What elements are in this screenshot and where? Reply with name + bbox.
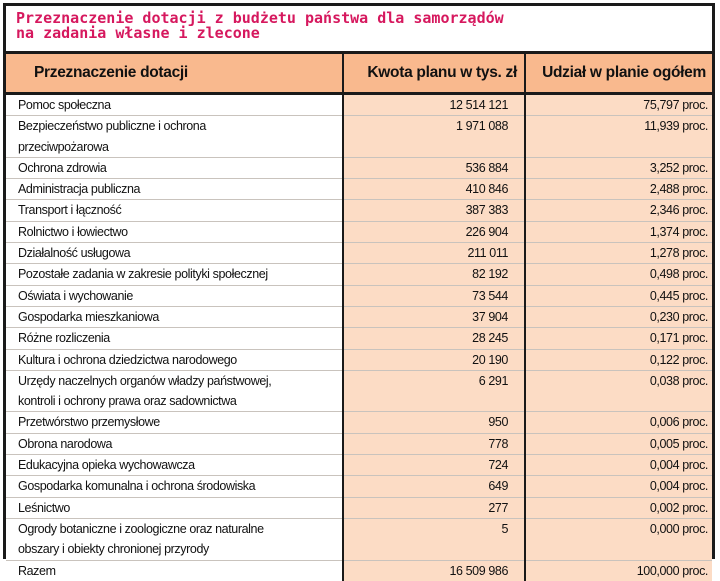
table-row <box>6 157 712 178</box>
total-label: Razem <box>6 560 343 581</box>
amount-cell: 82 192 <box>343 264 525 285</box>
amount-cell: 20 190 <box>343 349 525 370</box>
purpose-text: Ochrona zdrowia <box>18 160 107 175</box>
header-share: Udział w planie ogółem <box>525 53 712 94</box>
table-row <box>6 370 712 412</box>
purpose-text: Pomoc społeczna <box>18 98 111 112</box>
purpose-text: Kultura i ochrona dziedzictwa narodowego <box>18 352 237 367</box>
share-cell: 0,004 proc. <box>525 455 712 476</box>
table-row <box>6 221 712 242</box>
total-share: 100,000 proc. <box>525 560 712 581</box>
purpose-text-continued: kontroli i ochrony prawa oraz sadownictwa <box>18 394 237 409</box>
purpose-cell <box>6 328 343 349</box>
purpose-text: Gospodarka mieszkaniowa <box>18 309 159 324</box>
purpose-cell <box>6 243 343 264</box>
purpose-text: Działalność usługowa <box>18 246 131 261</box>
purpose-text: Leśnictwo <box>18 500 70 515</box>
table-row <box>6 306 712 327</box>
purpose-text: Różne rozliczenia <box>18 331 110 346</box>
share-cell: 1,374 proc. <box>525 221 712 242</box>
purpose-cell <box>6 455 343 476</box>
table-row <box>6 116 712 158</box>
purpose-cell <box>6 285 343 306</box>
purpose-cell <box>6 157 343 178</box>
amount-cell: 724 <box>343 455 525 476</box>
purpose-text: Administracja publiczna <box>18 182 141 197</box>
table-row <box>6 455 712 476</box>
amount-cell: 211 011 <box>343 243 525 264</box>
purpose-text: Gospodarka komunalna i ochrona środowiska <box>18 479 256 494</box>
purpose-text-continued: obszary i obiekty chronionej przyrody <box>18 542 209 557</box>
share-cell: 0,122 proc. <box>525 349 712 370</box>
amount-cell: 536 884 <box>343 157 525 178</box>
amount-cell: 226 904 <box>343 221 525 242</box>
purpose-cell <box>6 264 343 285</box>
purpose-cell <box>6 518 343 560</box>
table-row <box>6 476 712 497</box>
purpose-text: Oświata i wychowanie <box>18 288 133 303</box>
share-cell: 0,004 proc. <box>525 476 712 497</box>
amount-cell: 6 291 <box>343 370 525 412</box>
table-row <box>6 328 712 349</box>
purpose-text: Edukacyjna opieka wychowawcza <box>18 458 195 473</box>
table-row <box>6 179 712 200</box>
purpose-text: Ogrody botaniczne i zoologiczne oraz naturalne <box>18 521 264 536</box>
share-cell: 2,346 proc. <box>525 200 712 221</box>
table-row <box>6 200 712 221</box>
share-cell: 0,000 proc. <box>525 518 712 560</box>
share-cell: 11,939 proc. <box>525 116 712 158</box>
share-cell: 1,278 proc. <box>525 243 712 264</box>
purpose-cell <box>6 306 343 327</box>
purpose-cell <box>6 433 343 454</box>
purpose-text-continued: przeciwpożarowa <box>18 139 109 154</box>
table-row <box>6 497 712 518</box>
amount-cell: 950 <box>343 412 525 433</box>
purpose-cell <box>6 179 343 200</box>
purpose-cell <box>6 476 343 497</box>
subsidy-table <box>6 51 712 581</box>
table-row <box>6 94 712 116</box>
amount-cell: 778 <box>343 433 525 454</box>
purpose-cell <box>6 370 343 412</box>
share-cell: 3,252 proc. <box>525 157 712 178</box>
table-frame <box>3 3 715 578</box>
amount-cell: 12 514 121 <box>343 94 525 116</box>
table-row <box>6 412 712 433</box>
amount-cell: 37 904 <box>343 306 525 327</box>
purpose-text: Przetwórstwo przemysłowe <box>18 415 160 430</box>
amount-cell: 387 383 <box>343 200 525 221</box>
table-row <box>6 264 712 285</box>
title-line-1: Przeznaczenie dotacji z budżetu państwa dla samorządów <box>16 9 504 27</box>
share-cell: 2,488 proc. <box>525 179 712 200</box>
table-row <box>6 349 712 370</box>
purpose-text: Transport i łączność <box>18 203 122 218</box>
purpose-text: Pozostałe zadania w zakresie polityki społecznej <box>18 267 268 282</box>
purpose-cell <box>6 94 343 116</box>
purpose-cell <box>6 200 343 221</box>
amount-cell: 5 <box>343 518 525 560</box>
amount-cell: 73 544 <box>343 285 525 306</box>
share-cell: 0,038 proc. <box>525 370 712 412</box>
purpose-text: Rolnictwo i łowiectwo <box>18 224 128 239</box>
title-line-2: na zadania własne i zlecone <box>16 24 260 42</box>
amount-cell: 28 245 <box>343 328 525 349</box>
purpose-text: Obrona narodowa <box>18 436 113 451</box>
share-cell: 0,005 proc. <box>525 433 712 454</box>
share-cell: 0,230 proc. <box>525 306 712 327</box>
share-cell: 0,006 proc. <box>525 412 712 433</box>
share-cell: 0,498 proc. <box>525 264 712 285</box>
amount-cell: 649 <box>343 476 525 497</box>
table-row <box>6 285 712 306</box>
purpose-cell <box>6 349 343 370</box>
table-row <box>6 243 712 264</box>
amount-cell: 1 971 088 <box>343 116 525 158</box>
table-row <box>6 518 712 560</box>
purpose-cell <box>6 221 343 242</box>
total-amount: 16 509 986 <box>343 560 525 581</box>
purpose-text: Urzędy naczelnych organów władzy państwowej, <box>18 373 272 388</box>
amount-cell: 277 <box>343 497 525 518</box>
table-row <box>6 433 712 454</box>
purpose-cell <box>6 116 343 158</box>
purpose-cell <box>6 497 343 518</box>
total-row <box>6 560 712 581</box>
amount-cell: 410 846 <box>343 179 525 200</box>
header-purpose: Przeznaczenie dotacji <box>6 53 343 94</box>
share-cell: 0,171 proc. <box>525 328 712 349</box>
share-cell: 0,002 proc. <box>525 497 712 518</box>
share-cell: 75,797 proc. <box>525 94 712 116</box>
share-cell: 0,445 proc. <box>525 285 712 306</box>
header-row <box>6 53 712 94</box>
header-amount: Kwota planu w tys. zł <box>343 53 525 94</box>
purpose-text: Bezpieczeństwo publiczne i ochrona <box>18 119 206 134</box>
purpose-cell <box>6 412 343 433</box>
table-body <box>6 94 712 581</box>
table-title <box>6 6 712 51</box>
